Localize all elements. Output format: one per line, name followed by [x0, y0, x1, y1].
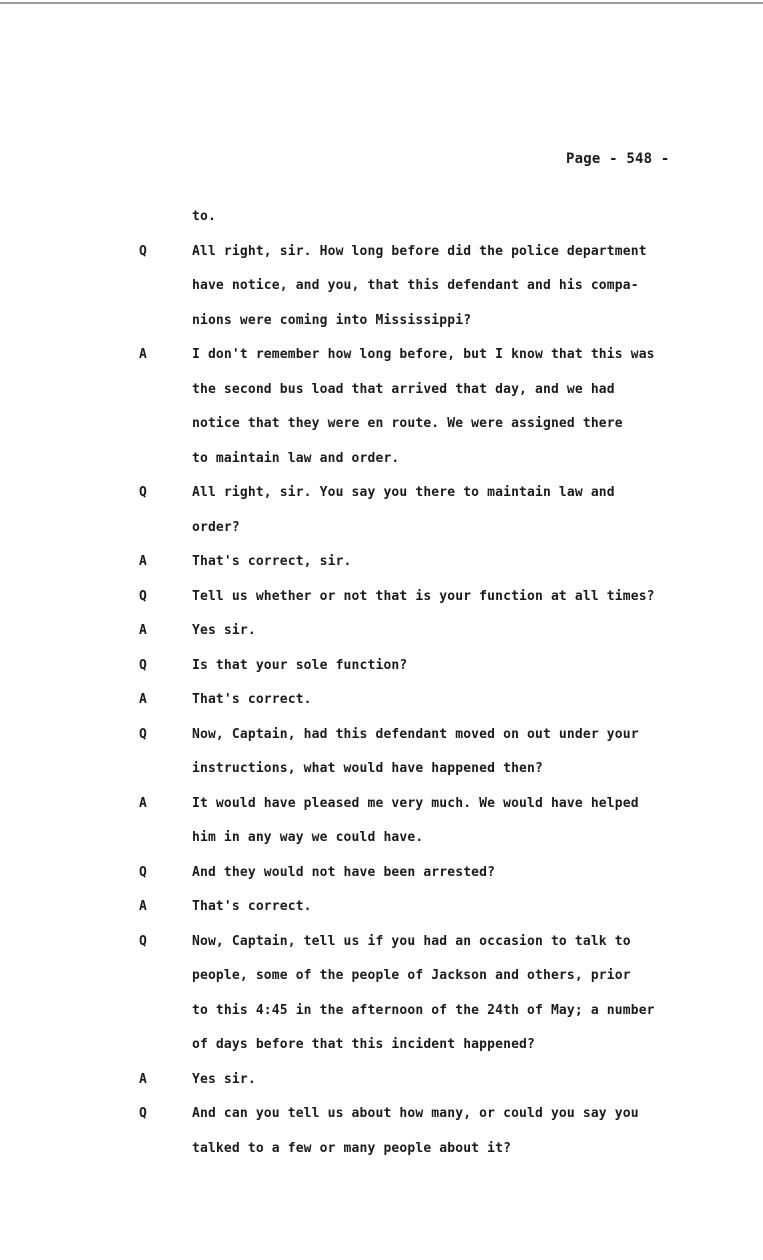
- testimony-line: to.: [192, 209, 216, 224]
- testimony-line: Is that your sole function?: [192, 657, 408, 673]
- transcript-entry: [0, 580, 763, 615]
- transcript-entry: [0, 1063, 763, 1098]
- testimony-text: [192, 200, 732, 235]
- speaker-label: A: [139, 795, 147, 811]
- testimony-text: [192, 649, 732, 684]
- testimony-line: Now, Captain, had this defendant moved on out under your: [192, 726, 639, 742]
- testimony-line: That's correct, sir.: [192, 554, 352, 569]
- transcript-entry: [0, 235, 763, 339]
- testimony-line: And can you tell us about how many, or could you say you: [192, 1106, 639, 1121]
- transcript-entry: [0, 476, 763, 545]
- transcript-entry: [0, 545, 763, 580]
- testimony-text: [192, 718, 732, 787]
- testimony-text: [192, 476, 732, 545]
- speaker-label: Q: [139, 864, 147, 880]
- testimony-line: It would have pleased me very much. We would have helped: [192, 795, 639, 811]
- transcript-entry: [0, 338, 763, 476]
- testimony-text: [192, 1097, 732, 1166]
- testimony-line: notice that they were en route. We were assigned there: [192, 416, 623, 431]
- transcript-entry: [0, 787, 763, 856]
- testimony-line: to maintain law and order.: [192, 450, 400, 466]
- testimony-line: I don't remember how long before, but I know that this was: [192, 347, 655, 362]
- transcript-entry: [0, 1097, 763, 1166]
- testimony-text: [192, 614, 732, 649]
- transcript-entry: [0, 200, 763, 235]
- transcript-entry: [0, 925, 763, 1063]
- testimony-line: order?: [192, 519, 240, 535]
- speaker-label: Q: [139, 1106, 147, 1121]
- speaker-label: Q: [139, 726, 147, 742]
- testimony-line: talked to a few or many people about it?: [192, 1140, 512, 1156]
- testimony-line: All right, sir. How long before did the police department: [192, 243, 647, 259]
- testimony-line: All right, sir. You say you there to maintain law and: [192, 485, 615, 500]
- top-border-line: [0, 2, 763, 4]
- transcript-entry: [0, 649, 763, 684]
- speaker-label: A: [139, 347, 147, 362]
- speaker-label: Q: [139, 588, 147, 604]
- testimony-text: [192, 890, 732, 925]
- testimony-text: [192, 683, 732, 718]
- testimony-line: the second bus load that arrived that day, and we had: [192, 381, 615, 397]
- testimony-line: That's correct.: [192, 692, 312, 707]
- testimony-line: instructions, what would have happened then?: [192, 761, 543, 776]
- testimony-line: Yes sir.: [192, 1071, 256, 1087]
- testimony-line: have notice, and you, that this defendant and his compa-: [192, 278, 639, 293]
- testimony-text: [192, 787, 732, 856]
- transcript-entry: [0, 683, 763, 718]
- transcript-entry: [0, 856, 763, 891]
- testimony-line: Now, Captain, tell us if you had an occasion to talk to: [192, 933, 631, 949]
- testimony-text: [192, 856, 732, 891]
- transcript-entry: [0, 614, 763, 649]
- speaker-label: A: [139, 899, 147, 914]
- testimony-line: nions were coming into Mississippi?: [192, 312, 472, 328]
- testimony-text: [192, 925, 732, 1063]
- testimony-text: [192, 580, 732, 615]
- testimony-text: [192, 235, 732, 339]
- speaker-label: Q: [139, 485, 147, 500]
- testimony-line: Yes sir.: [192, 623, 256, 638]
- testimony-line: of days before that this incident happened?: [192, 1037, 535, 1052]
- speaker-label: A: [139, 554, 147, 569]
- testimony-line: That's correct.: [192, 899, 312, 914]
- testimony-line: And they would not have been arrested?: [192, 864, 496, 880]
- testimony-text: [192, 545, 732, 580]
- speaker-label: Q: [139, 933, 147, 949]
- transcript-entry: [0, 718, 763, 787]
- testimony-text: [192, 338, 732, 476]
- page-number: Page - 548 -: [566, 151, 670, 167]
- speaker-label: A: [139, 692, 147, 707]
- testimony-text: [192, 1063, 732, 1098]
- speaker-label: Q: [139, 243, 147, 259]
- transcript-entry: [0, 890, 763, 925]
- testimony-line: to this 4:45 in the afternoon of the 24th of May; a number: [192, 1002, 655, 1018]
- testimony-line: Tell us whether or not that is your function at all times?: [192, 588, 655, 604]
- speaker-label: A: [139, 1071, 147, 1087]
- testimony-line: people, some of the people of Jackson and others, prior: [192, 968, 631, 983]
- speaker-label: A: [139, 623, 147, 638]
- testimony-line: him in any way we could have.: [192, 830, 424, 845]
- speaker-label: Q: [139, 657, 147, 673]
- transcript-body: [0, 200, 763, 1166]
